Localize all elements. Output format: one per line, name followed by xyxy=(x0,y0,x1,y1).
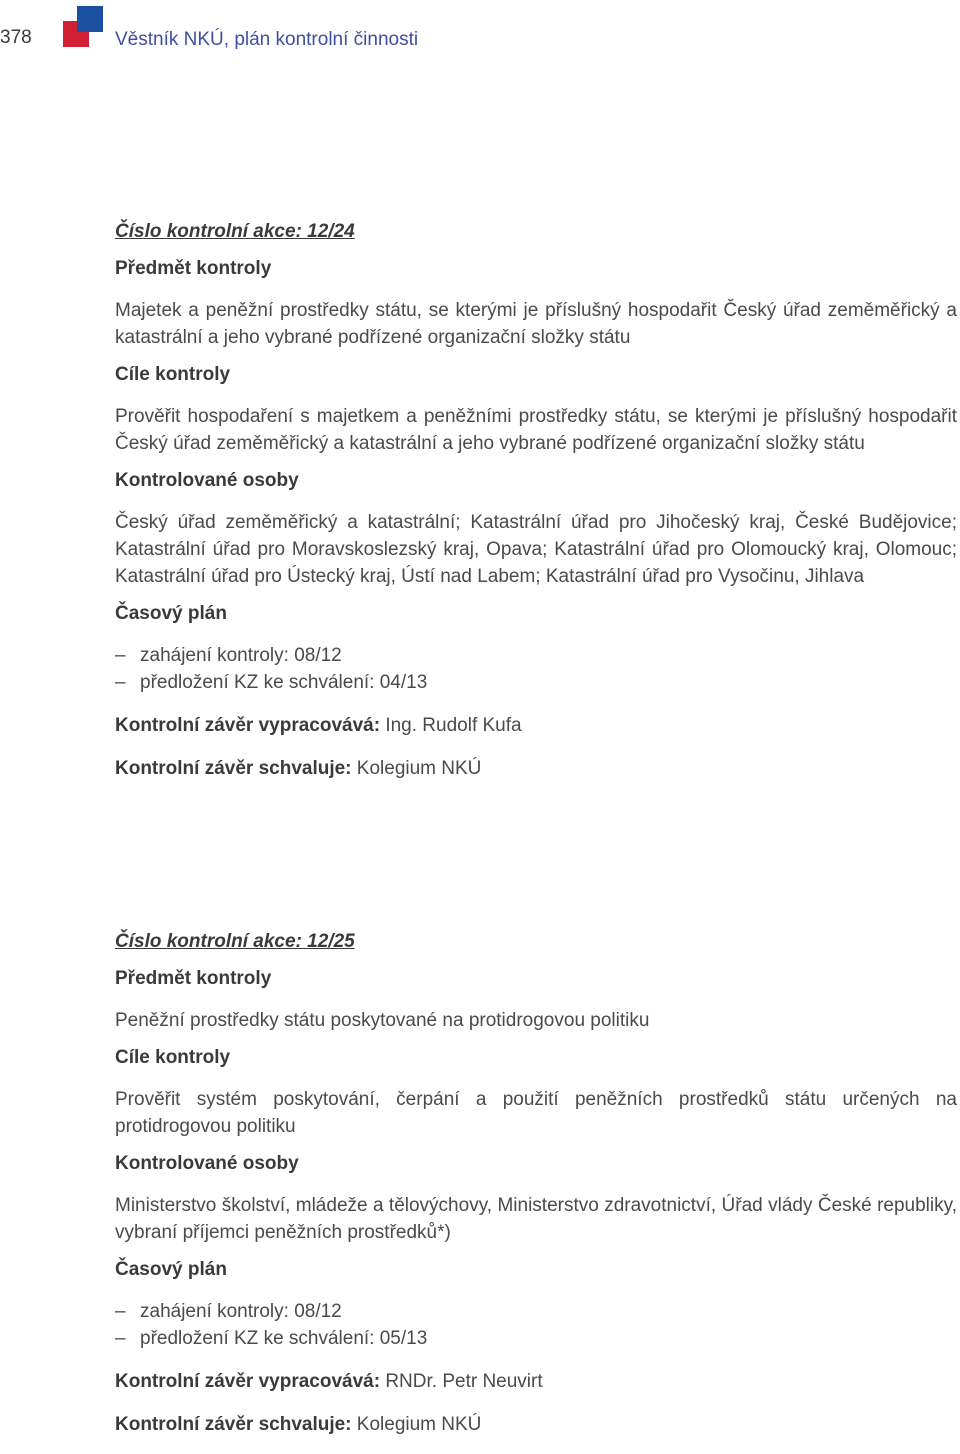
prepared-by-label: Kontrolní závěr vypracovává: xyxy=(115,1371,381,1392)
persons-heading: Kontrolované osoby xyxy=(115,1153,299,1174)
prepared-by-value: RNDr. Petr Neuvirt xyxy=(385,1371,543,1392)
approved-by-label: Kontrolní závěr schvaluje: xyxy=(115,758,352,779)
subject-heading: Předmět kontroly xyxy=(115,258,272,279)
persons-text: Ministerstvo školství, mládeže a tělovýchovy, Ministerstvo zdravotnictví, Úřad vlády České republiky, vybraní příjemci peněžních prostředků*) xyxy=(115,1195,957,1243)
subject-heading: Předmět kontroly xyxy=(115,968,272,989)
prepared-by-label: Kontrolní závěr vypracovává: xyxy=(115,715,381,736)
control-action-section xyxy=(115,928,957,1454)
logo-blue-square xyxy=(77,6,103,32)
schedule-list xyxy=(115,642,957,696)
persons-heading: Kontrolované osoby xyxy=(115,470,299,491)
action-number: Číslo kontrolní akce: 12/24 xyxy=(115,221,355,242)
approved-by-value: Kolegium NKÚ xyxy=(356,1414,482,1435)
approved-by xyxy=(115,1411,957,1438)
nku-logo xyxy=(63,6,103,46)
approved-by xyxy=(115,755,957,782)
schedule-heading: Časový plán xyxy=(115,1259,227,1280)
page-number: 378 xyxy=(0,27,32,48)
goals-text: Prověřit systém poskytování, čerpání a použití peněžních prostředků státu určených na protidrogovou politiku xyxy=(115,1089,957,1137)
goals-text: Prověřit hospodaření s majetkem a peněžními prostředky státu, se kterými je příslušný hospodařit Český úřad zeměměřický a katastrální a jeho vybrané podřízené organizační složky státu xyxy=(115,406,957,454)
schedule-heading: Časový plán xyxy=(115,603,227,624)
approved-by-label: Kontrolní závěr schvaluje: xyxy=(115,1414,352,1435)
header-title: Věstník NKÚ, plán kontrolní činnosti xyxy=(115,29,419,50)
prepared-by xyxy=(115,1368,957,1395)
control-action-section xyxy=(115,218,957,798)
subject-text: Majetek a peněžní prostředky státu, se kterými je příslušný hospodařit Český úřad zeměměřický a katastrální a jeho vybrané podřízené organizační složky státu xyxy=(115,300,957,348)
schedule-item: – předložení KZ ke schválení: 05/13 xyxy=(115,1325,957,1352)
schedule-list xyxy=(115,1298,957,1352)
schedule-item: – předložení KZ ke schválení: 04/13 xyxy=(115,669,957,696)
schedule-item: – zahájení kontroly: 08/12 xyxy=(115,642,957,669)
subject-text: Peněžní prostředky státu poskytované na protidrogovou politiku xyxy=(115,1010,650,1031)
persons-text: Český úřad zeměměřický a katastrální; Katastrální úřad pro Jihočeský kraj, České Budějovice; Katastrální úřad pro Moravskoslezský kraj, Opava; Katastrální úřad pro Olomoucký kraj, Olomouc; Katastrální úřad pro Ústecký kraj, Ústí nad Labem; Katastrální úřad pro Vysočinu, Jihlava xyxy=(115,512,957,587)
schedule-item: – zahájení kontroly: 08/12 xyxy=(115,1298,957,1325)
goals-heading: Cíle kontroly xyxy=(115,364,231,385)
goals-heading: Cíle kontroly xyxy=(115,1047,231,1068)
action-number: Číslo kontrolní akce: 12/25 xyxy=(115,931,355,952)
prepared-by-value: Ing. Rudolf Kufa xyxy=(385,715,522,736)
approved-by-value: Kolegium NKÚ xyxy=(356,758,482,779)
prepared-by xyxy=(115,712,957,739)
